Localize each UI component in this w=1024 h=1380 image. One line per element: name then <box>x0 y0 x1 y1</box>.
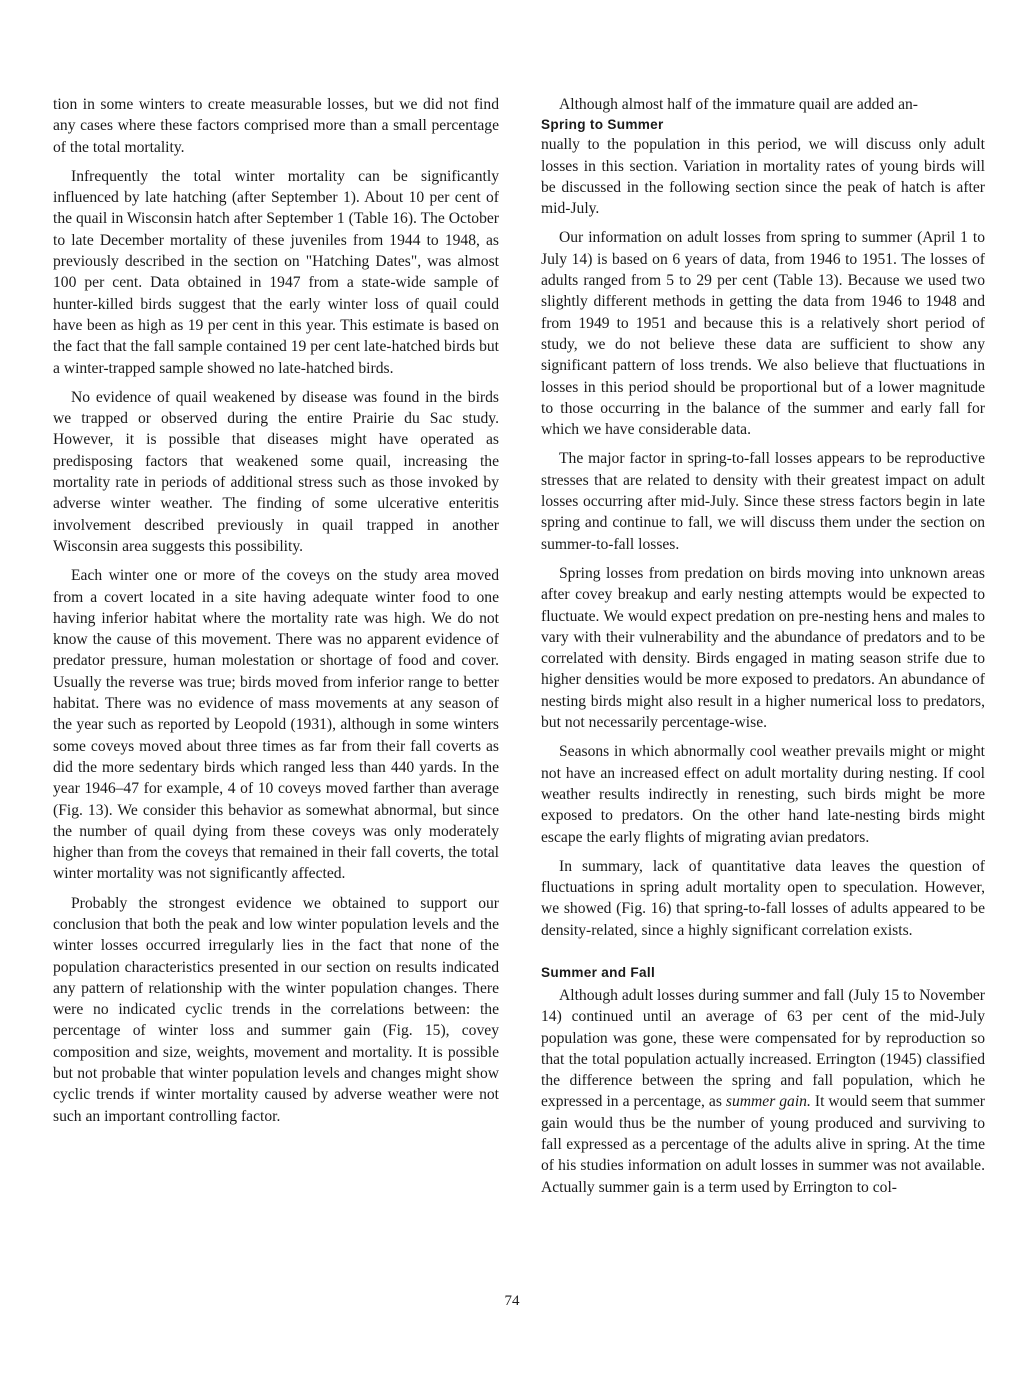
paragraph: Probably the strongest evidence we obtained to support our conclusion that both the peak and low winter population levels and the winter losses occurred irregularly lies in the fact that none of the population characteristics presented in our section on results indicated any pattern of relationship with the winter population changes. There were no indicated cyclic trends in the correlations between: the percentage of winter loss and summer gain (Fig. 15), covey composition and size, weights, movement and mortality. It is possible but not probable that winter population levels and changes might show cyclic trends if winter mortality caused by adverse weather were not such an important controlling factor. <box>53 894 499 1125</box>
summer-text-part-1: Although adult losses during summer and fall (July 15 to November 14) continued until an average of 63 per cent of the mid-July population was gone, these were compensated for by reproduction so that the total population actually increased. Errington (1945) classified the difference between the spring and fall population, which he expressed in a percentage, as <box>541 986 985 1111</box>
paragraph: Spring losses from predation on birds moving into unknown areas after covey breakup and early nesting attempts would be expected to fluctuate. We would expect predation on pre-nesting hens and males to vary with their vulnerability and the abundance of predators and to be correlated with density. Birds engaged in mating season strife due to higher densities would be more exposed to predators. An abundance of nesting birds might also result in a higher numerical loss to predators, but not necessarily percentage-wise. <box>541 564 985 732</box>
paragraph: tion in some winters to create measurable losses, but we did not find any cases where these factors comprised more than a small percentage of the total mortality. <box>53 96 499 156</box>
paragraph: Each winter one or more of the coveys on the study area moved from a covert located in a site having adequate winter food to one having inferior habitat where the mortality rate was high. We do not know the cause of this movement. There was no apparent evidence of predator pressure, human molestation or shortage of food and cover. Usually the reverse was true; birds moved from inferior range to better habitat. There was no evidence of mass movements at any season of the year such as reported by Leopold (1931), although in some winters some coveys moved about three times as far from their fall coverts as did the more sedentary birds which ranged less than 440 yards. In the year 1946–47 for example, 4 of 10 coveys moved farther than average (Fig. 13). We consider this behavior as somewhat abnormal, but since the number of quail dying from these coveys was only moderately higher than from the coveys that remained in their fall coverts, the total winter mortality was not significantly affected. <box>53 567 499 883</box>
page-number: 74 <box>504 1293 520 1309</box>
summer-text-part-2: It would seem that summer gain would thus be the number of young produced and surviving to fall expressed as a percentage of the adults alive in spring. At the time of his studies information on adult losses in summer was not available. Actually summer gain is a term used by Errington to col- <box>541 1093 986 1196</box>
right-column <box>541 94 985 1206</box>
section-heading-spring-to-summer: Spring to Summer <box>541 117 664 133</box>
section-heading-summer-and-fall: Summer and Fall <box>541 964 656 980</box>
left-column <box>53 94 499 1135</box>
intro-continuation: nually to the population in this period, we will discuss only adult losses in this section. Variation in mortality rates of young birds will be discussed in the following section since the peak of hatch is after mid-July. <box>541 136 985 218</box>
summer-gain-term: summer gain. <box>725 1093 811 1111</box>
paragraph: Infrequently the total winter mortality can be significantly influenced by late hatching (after September 1). About 10 per cent of the quail in Wisconsin hatch after September 1 (Table 16). The October to late December mortality of these juveniles from 1944 to 1948, as previously described in the section on "Hatching Dates", was almost 100 per cent. Data obtained in 1947 from a state-wide sample of hunter-killed birds suggest that the early winter loss of quail could have been as high as 19 per cent in this year. This estimate is based on the fact that the fall sample contained 19 per cent late-hatched birds but a winter-trapped sample showed no late-hatched birds. <box>53 167 499 377</box>
paragraph: The major factor in spring-to-fall losses appears to be reproductive stresses that are related to density with their greatest impact on adult losses occurring after mid-July. Since these stress factors begin in late spring and continue to fall, we will discuss them under the section on summer-to-fall losses. <box>541 450 985 553</box>
paragraph: No evidence of quail weakened by disease was found in the birds we trapped or observed during the entire Prairie du Sac study. However, it is possible that diseases might have operated as predisposing factors that weakened some quail, increasing the mortality rate in periods of additional stress such as those invoked by adverse winter weather. The finding of some ulcerative enteritis involvement described previously in quail trapped in another Wisconsin area suggests this possibility. <box>53 388 499 555</box>
summer-paragraph <box>541 985 985 1198</box>
paragraph: Our information on adult losses from spring to summer (April 1 to July 14) is based on 6 years of data, from 1946 to 1951. The losses of adults ranged from 5 to 29 per cent (Table 13). Because we used two slightly different methods in getting the data from 1946 to 1948 and from 1949 to 1951 and because this is a relatively short period of study, we do not believe these data are sufficient to show any significant pattern of loss trends. We also believe that fluctuations in losses in this period should be proportional but of a lower magnitude to those occurring in the balance of the summer and early fall for which we have considerable data. <box>541 229 985 439</box>
paragraph: Seasons in which abnormally cool weather prevails might or might not have an increased effect on adult mortality during nesting. If cool weather results indirectly in renesting, such birds might be more exposed to predators. On the other hand late-nesting birds might escape the early flights of migrating avian predators. <box>541 743 985 846</box>
paragraph: In summary, lack of quantitative data leaves the question of fluctuations in spring adult mortality open to speculation. However, we showed (Fig. 16) that spring-to-fall losses of adults appeared to be density-related, since a highly significant correlation exists. <box>541 857 985 939</box>
intro-line: Although almost half of the immature quail are added an- <box>559 96 918 113</box>
